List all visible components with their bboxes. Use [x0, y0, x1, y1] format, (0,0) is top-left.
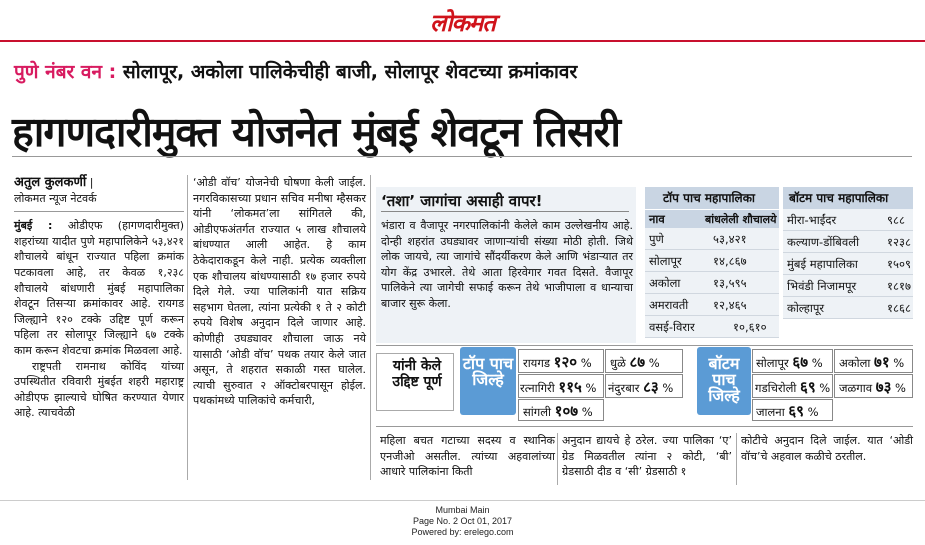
kicker	[14, 58, 577, 84]
table-cell: अमरावती	[649, 298, 689, 312]
headline-divider	[12, 156, 912, 157]
district-name: जालना	[756, 405, 785, 419]
byline-name: अतुल कुलकर्णी	[14, 175, 87, 190]
byline: अतुल कुलकर्णी | लोकमत न्यूज नेटवर्क	[14, 175, 97, 205]
table-cell: १०,६१०	[733, 320, 767, 334]
table-cell: १८१७	[887, 279, 911, 293]
article-column-2	[193, 175, 366, 409]
table-title: टॉप पाच महापालिका	[645, 187, 779, 209]
kicker-text: सोलापूर, अकोला पालिकेचीही बाजी, सोलापूर शेवटच्या क्रमांकावर	[122, 61, 578, 83]
paragraph-text: ओडीएफ (हागणदारीमुक्त) शहरांच्या यादीत पुणे महापालिकेने ५३,४२१ शौचालये बांधून राज्यात पहिला क्रमांक पटकावला आहे, तर केवळ १,२३८ शौचालये बांधणारी मुंबई महापालिका शेवटून तिसऱ्या क्रमांकावर आहे. रायगड जिल्ह्याने १२० टक्के उद्दिष्ट पूर्ण करून पहिला तर सोलापूर जिल्ह्याने ६७ टक्के काम करून शेवटचा क्रमांक मिळवला आहे.	[14, 219, 184, 357]
district-value: ६९	[788, 402, 804, 420]
table-cell: सोलापूर	[649, 254, 682, 268]
masthead-logo: लोकमत	[430, 8, 495, 37]
top-five-table	[645, 187, 779, 338]
table-row	[783, 231, 913, 253]
district-name: रायगड	[523, 356, 550, 370]
table-cell: कोल्हापूर	[787, 301, 825, 315]
bottom-districts-badge: बॉटम पाच जिल्हे	[697, 347, 751, 415]
district-unit: %	[819, 381, 831, 395]
district-value: ७३	[875, 378, 892, 396]
byline-org: लोकमत न्यूज नेटवर्क	[14, 191, 97, 205]
district-name: सांगली	[523, 405, 552, 419]
table-cell: १५०९	[887, 257, 911, 271]
section-divider	[376, 345, 913, 346]
table-cell: पुणे	[649, 232, 664, 246]
table-cell: मुंबई महापालिका	[787, 257, 858, 271]
byline-divider	[14, 211, 184, 212]
district-stat	[520, 377, 596, 397]
article-column-1	[14, 175, 184, 421]
footer	[0, 505, 925, 538]
footer-rule	[0, 500, 925, 501]
district-unit: %	[893, 356, 905, 370]
district-unit: %	[585, 381, 597, 395]
district-stat	[839, 377, 906, 397]
district-stat	[755, 377, 830, 397]
table-row	[645, 228, 779, 250]
district-name: नंदुरबार	[608, 381, 640, 395]
district-name: रत्नागिरी	[520, 381, 555, 395]
district-value: ११५	[558, 378, 582, 396]
kicker-label: पुणे नंबर वन :	[14, 61, 117, 83]
district-stat	[523, 401, 593, 421]
paragraph	[14, 218, 184, 358]
table-cell: कल्याण-डोंबिवली	[787, 235, 860, 249]
table-header	[645, 209, 779, 228]
table-cell: ९८८	[887, 213, 905, 227]
table-cell: वसई-विरार	[649, 320, 695, 334]
column-divider	[187, 175, 188, 480]
bottom-five-table	[783, 187, 913, 319]
district-name: जळगाव	[839, 381, 873, 395]
table-cell: १२३८	[887, 235, 911, 249]
districts-label: यांनी केले उद्दिष्ट पूर्ण	[392, 358, 442, 390]
district-stat	[756, 352, 823, 372]
district-unit: %	[807, 405, 819, 419]
table-cell: भिवंडी निजामपूर	[787, 279, 857, 293]
table-row	[645, 272, 779, 294]
district-unit: %	[648, 356, 660, 370]
district-value: ८३	[643, 378, 659, 396]
district-value: ६७	[792, 353, 809, 371]
headline: हागणदारीमुक्त योजनेत मुंबई शेवटून तिसरी	[12, 108, 621, 156]
table-row	[645, 250, 779, 272]
table-cell: ५३,४२१	[713, 232, 747, 246]
column-divider	[370, 175, 371, 480]
district-stat	[523, 352, 592, 372]
district-value: ७१	[874, 353, 890, 371]
table-cell: १४,८६७	[713, 254, 747, 268]
table-cell: मीरा-भाईंदर	[787, 213, 837, 227]
district-name: अकोला	[839, 356, 871, 370]
district-unit: %	[581, 405, 593, 419]
district-stat	[756, 401, 819, 421]
table-cell: १८६८	[887, 301, 911, 315]
sidebar-title: ‘तशा’ जागांचा असाही वापर!	[381, 192, 543, 210]
article-continuation: कोटीचे अनुदान दिले जाईल. यात ‘ओडी वॉच’चे अहवाल कळीचे ठरतील.	[741, 434, 913, 463]
dateline: मुंबई :	[14, 219, 53, 233]
district-stat	[839, 352, 904, 372]
district-stat	[610, 352, 660, 372]
section-divider	[376, 426, 913, 427]
footer-powered: Powered by: erelego.com	[411, 527, 514, 537]
table-row	[645, 294, 779, 316]
sidebar-text: भंडारा व वैजापूर नगरपालिकांनी केलेले काम उल्लेखनीय आहे. दोन्ही शहरांत उघड्यावर जाणाऱ्यांची संख्या मोठी होती. जिथे लोक जायचे, त्या जागांचे सौंदर्यीकरण केले आणि भंडाऱ्यात तर योग केंद्र उभारले. तेथे आता हिरवेगार गवत दिसते. वैजापूर पालिकेने त्या जागेची सफाई करून तेथे भाजीपाला व धान्याचा बाजार सुरू केला.	[381, 219, 633, 310]
column-divider	[557, 433, 558, 485]
district-value: ६९	[800, 378, 816, 396]
district-value: ८७	[629, 353, 646, 371]
column-header: बांधलेली शौचालये	[705, 213, 777, 226]
district-value: १२०	[553, 353, 578, 371]
table-title: बॉटम पाच महापालिका	[783, 187, 913, 209]
table-row	[783, 253, 913, 275]
district-unit: %	[580, 356, 592, 370]
table-row	[783, 297, 913, 319]
table-row	[645, 316, 779, 338]
paragraph: राष्ट्रपती रामनाथ कोविंद यांच्या उपस्थितीत रविवारी मुंबईत शहरी महाराष्ट्र ओडीएफ झाल्याचे घोषित करण्यात येणार आहे. त्याचवेळी	[14, 359, 184, 420]
district-stat	[608, 377, 673, 397]
top-districts-badge: टॉप पाच जिल्हे	[460, 347, 516, 415]
masthead-rule	[0, 40, 925, 42]
article-continuation: महिला बचत गटाच्या सदस्य व स्थानिक एनजीओ असतील. त्यांच्या अहवालांच्या आधारे पालिकांना किती	[380, 434, 555, 479]
district-name: सोलापूर	[756, 356, 789, 370]
footer-page: Page No. 2 Oct 01, 2017	[412, 516, 513, 526]
district-value: १०७	[554, 402, 579, 420]
column-header: नाव	[649, 212, 665, 226]
district-unit: %	[662, 381, 674, 395]
sidebar-title-rule	[381, 211, 629, 212]
table-cell: अकोला	[649, 276, 681, 290]
district-name: गडचिरोली	[755, 381, 797, 395]
district-unit: %	[895, 381, 906, 395]
footer-edition: Mumbai Main	[435, 505, 490, 515]
district-unit: %	[811, 356, 823, 370]
article-continuation: अनुदान द्यायचे हे ठरेल. ज्या पालिका ‘ए’ ग्रेड मिळवतील त्यांना २ कोटी, ‘बी’ ग्रेडसाठी दीड व ‘सी’ ग्रेडसाठी १	[562, 434, 732, 479]
district-name: धुळे	[610, 356, 626, 370]
table-row	[783, 275, 913, 297]
table-cell: १२,४६५	[713, 298, 747, 312]
table-cell: १३,५९५	[713, 276, 747, 290]
paragraph: ‘ओडी वॉच’ योजनेची घोषणा केली जाईल. नगरविकासच्या प्रधान सचिव मनीषा म्हैसकर यांनी ‘लोकमत’ला सांगितले की, ओडीएफअंतर्गत राज्यात ५ लाख शौचालये बांधण्यात आली आहेत. हे काम ठेकेदाराकडून केले नाही. प्रत्येक व्यक्तीला एक शौचालय बांधण्यासाठी १७ हजार रुपये दिले गेले. ज्या पालिकांनी यात सक्रिय सहभाग घेतला, त्यांना प्रत्येकी १ ते २ कोटी रुपये विशेष अनुदान दिले जाणार आहे. कोणीही उघड्यावर शौचाला जाऊ नये यासाठी ‘ओडी वॉच’ पथक तयार केले जात असून, ते शहरात सकाळी गस्त घालेल. त्याची सुरुवात २ ऑक्टोबरपासून होईल. पथकांमध्ये पालिकांचे कर्मचारी,	[193, 176, 366, 408]
table-row	[783, 209, 913, 231]
column-divider	[736, 433, 737, 485]
